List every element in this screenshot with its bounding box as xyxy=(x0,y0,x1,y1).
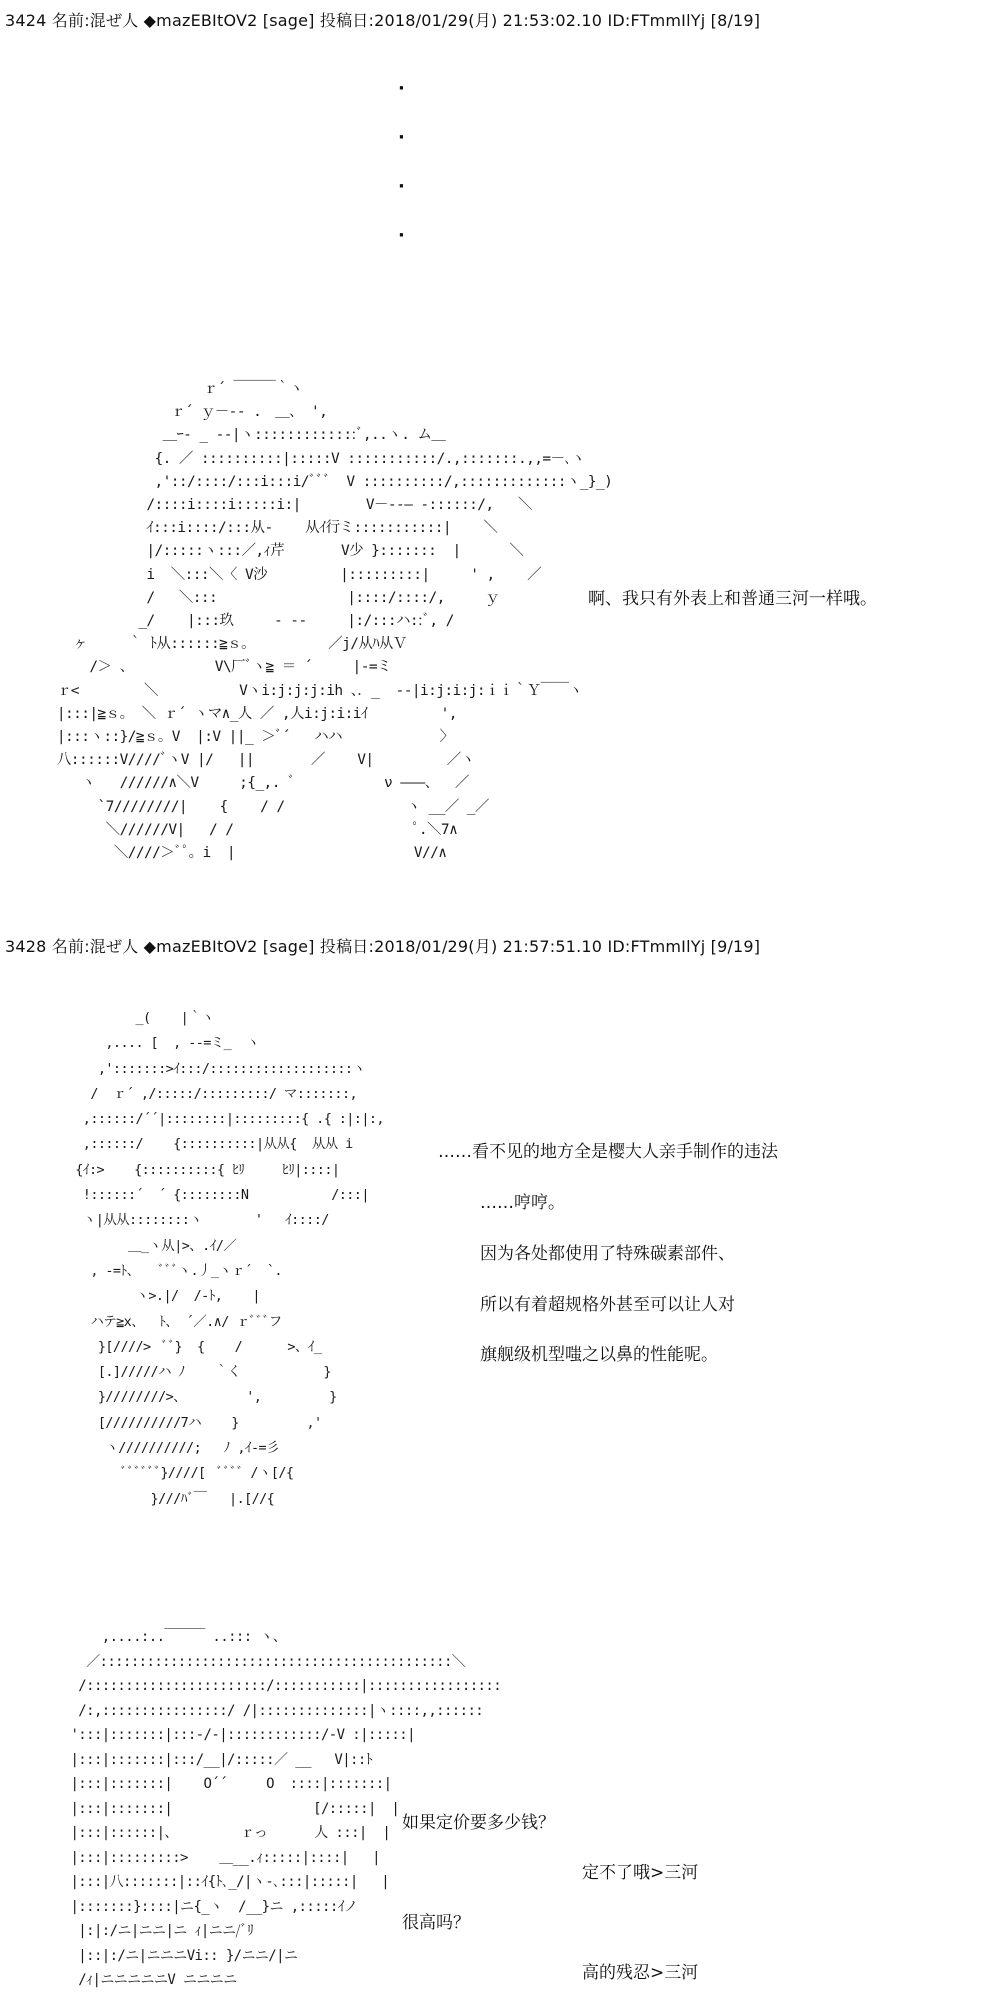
ascii-art-character: ,....:..￣￣￣ ..::: ヽ、 ／:::::::::::::::::::::::::::::::::::::::::::::＼ /:::::::::::::::::::::::/:::::::::::|::::::::::::::::: /:,::::::::::::::::/ /|::::::::::::::|ヽ::::,,:::::: ':::|:::::::|:::-/‐|::::::::::::/‐V :|:::::| |:::|:::::::|:::/__|/:::::／ __ V|::ﾄ |:::|:::::::| O´´ O ::::|:::::::| |:::|:::::::| [/:::::| | |:::|::::::|、 ｒっ 人 :::| | |:::|:::::::::> ＿__.ｨ:::::|::::| | |:::|八:::::::|::ｲ{ﾄ､_/|ヽ‐､:::|:::::| | |:::::::}::::|ニ{_ヽ /__}ニ ,:::::ｲノ |:|:/ニ|ニニ|ニ ｨ|ニニ/ﾞﾘ |::|:/ニ|ニニニVi:: }/ニニ/|ニ /ｨ|ニニニニニV ニニニニ xyxy=(70,1629,502,1988)
dialog-line: 定不了哦>三河 xyxy=(582,1863,699,1883)
pause-dot: · xyxy=(398,78,405,99)
post-header: 3428 名前:混ぜ人 ◆mazEBItOV2 [sage] 投稿日:2018/01/29(月) 21:57:51.10 ID:FTmmIlYj [9/19] xyxy=(5,937,761,956)
dialog-line: 旗舰级机型嗤之以鼻的性能呢。 xyxy=(480,1345,718,1365)
dialog-line: 因为各处都使用了特殊碳素部件、 xyxy=(480,1244,735,1264)
ascii-art-character: _( |｀ヽ ,.... [ , ‐-=ミ_ ヽ ,':::::::>ｲ:::/:::::::::::::::::::ヽ / ｒ´ ,/:::::/:::::::::/ マ:::::::, ,::::::/´´|::::::::|:::::::::{ .{ :|:|:, ,::::::/ {::::::::::|从从{ 从从 i {ｲ:> {::::::::::{ ﾋﾘ ﾋﾘ|::::| !::::::´ ´ {::::::::N /:::| ヽ|从从::::::::ヽ ' ｲ::::/ ＿_ヽ从|>、.ｲ/／ , ‐=ﾄ、 ﾞﾞﾞヽ.丿_ヽｒ´ `. ヽ>.|/ /‐ﾄ, | ハテ≧x、 ﾄ、 ´／.∧/ ｒﾞﾞﾞフ }[////> ﾞﾞ} { / >、ｲ_ [.]/////ハ ﾉ ｀く } }////////>、 ', } [//////////7ハ } ,' ヽ//////////; ﾉ ,ｲ‐=彡 ﾞﾞﾞﾞﾞﾞ}////[ ﾞﾞﾞﾞ /ヽ[/{ }///ﾊﾞ￣ |.[//{ xyxy=(75,1010,384,1507)
ascii-art-character: ｒ´ ￣￣￣｀ヽ ｒ´ ｙ－-- . ＿、 ', ＿ｰ‐ _ -‐|ヽ:::::::::::::ﾞ,..ヽ. ム＿ {. ／ ::::::::::|:::::V :::::::::::/.,:::::::.,,=－､ヽ ,'::/::::/:::i:::i/ﾞﾞﾞ V ::::::::::/,:::::::::::::ヽ_}_) /::::i::::i:::::i:| V－-‐― -::::::/, ＼ ｲ:::i::::/:::从‐ 从ｲ行ミ:::::::::::| ＼ |/:::::ヽ:::／,ｨ芹 V少 }::::::: | ＼ i ＼:::＼〈 V沙 |:::::::::| ' , ／ / ＼::: |::::/::::/, ｙ _/ |:::玖 ‐ ‐‐ |:/:::ハ::ﾞ, / ヶ ｀ ﾄ从::::::≧ｓ。 ／j/从ﾊ从Ｖ /＞ 、 V\厂ﾞヽ≧ ＝ ´ |‐=ミ ｒ< ＼ Vヽi:j:j:j:ih 、．_ ‐-|i:j:i:j:ｉｉ｀Ｙ￣￣ヽ |:::|≧ｓ。 ＼ ｒ´ ヽマ∧_人 ／ ,人i:j:i:iｲ ', |:::ヽ::}/≧ｓ。V |:V ||_ ＞ﾞ´ ハハ 〉 八::::::V////ﾞヽV |/ || ／ V| ／ヽ ヽ //////∧＼V ;{_,. ﾞ ν ―――、 ／ `7////////| { / / ヽ __／ _／ ＼//////V| / / ﾟ.＼7∧ ＼////＞ﾞﾟ。i | V//∧ xyxy=(56,381,613,862)
dialog-line: ……哼哼。 xyxy=(480,1193,565,1213)
dialog-line: ……看不见的地方全是樱大人亲手制作的违法 xyxy=(438,1142,778,1162)
dialog-line: 所以有着超规格外甚至可以让人对 xyxy=(480,1295,735,1315)
dialog-line: 啊、我只有外表上和普通三河一样哦。 xyxy=(588,589,877,609)
pause-dot: · xyxy=(398,127,405,148)
dialog-line: 高的残忍>三河 xyxy=(582,1963,699,1983)
pause-dot: · xyxy=(398,225,405,246)
dialog-line: 很高吗？ xyxy=(402,1913,470,1933)
dialog-line: 如果定价要多少钱？ xyxy=(402,1813,555,1833)
post-header: 3424 名前:混ぜ人 ◆mazEBItOV2 [sage] 投稿日:2018/01/29(月) 21:53:02.10 ID:FTmmIlYj [8/19] xyxy=(5,11,761,30)
pause-dot: · xyxy=(398,176,405,197)
